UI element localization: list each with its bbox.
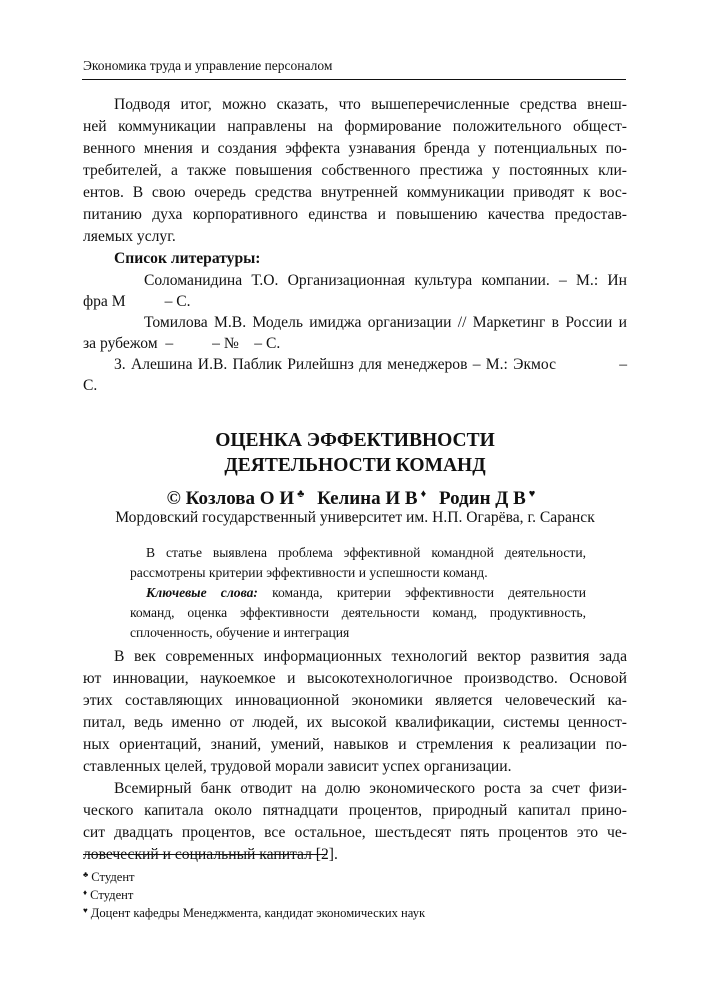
footnote-text: Доцент кафедры Менеджмента, кандидат экономических наук <box>90 906 426 920</box>
header-rule <box>82 79 626 80</box>
abstract-line: рассмотрены критерии эффективности и успешности команд. <box>130 565 488 580</box>
diamond-icon: ♦ <box>420 488 427 500</box>
text-line: Подводя итог, можно сказать, что вышеперечисленные средства внеш- <box>114 96 627 113</box>
copyright-symbol: © <box>166 488 181 509</box>
author-name: Козлова О И <box>185 488 295 509</box>
text-line: ляемых услуг. <box>83 228 176 245</box>
reference-line: 3. Алешина И.В. Паблик Рилейшнз для менеджеров – М.: Экмос – <box>114 356 627 373</box>
text-line: ловеческий и социальный капитал [2]. <box>83 846 338 863</box>
text-line: ют инновации, наукоемкое и высокотехнологичное производство. Основой <box>83 670 627 687</box>
body-paragraph-1 <box>83 646 627 778</box>
abstract <box>130 543 586 643</box>
reference-line: за рубежом – – № – С. <box>83 335 281 352</box>
references-section <box>83 248 627 396</box>
footnotes <box>83 866 425 920</box>
keywords-line <box>130 583 586 603</box>
article-title <box>83 428 627 478</box>
intro-paragraph <box>83 94 627 248</box>
keywords-line: команд, оценка эффективности деятельности команд, продуктивность, <box>130 605 586 620</box>
footnote-text: Студент <box>91 870 135 884</box>
text-line: ных ориентаций, знаний, умений, навыков и стремления к реализации по- <box>83 736 627 753</box>
text-line: этих составляющих инновационной экономики является человеческий ка- <box>83 692 627 709</box>
article-title-line: ДЕЯТЕЛЬНОСТИ КОМАНД <box>224 455 486 476</box>
reference-line: фра М – С. <box>83 293 191 310</box>
keywords-line: сплоченность, обучение и интеграция <box>130 625 350 640</box>
club-icon: ♣ <box>83 870 89 879</box>
text-line: ставленных целей, трудовой морали зависит успех организации. <box>83 758 512 775</box>
heart-icon: ♥ <box>528 488 536 500</box>
authors-line <box>83 482 627 511</box>
author-name: Келина И В <box>317 488 418 509</box>
affiliation: Мордовский государственный университет им. Н.П. Огарёва, г. Саранск <box>115 509 595 526</box>
text-line: ентов. В свою очередь средства внутренней коммуникации приводят к вос- <box>83 184 627 201</box>
article-title-line: ОЦЕНКА ЭФФЕКТИВНОСТИ <box>215 430 495 451</box>
footnote <box>83 884 425 902</box>
footnote-rule <box>83 854 327 855</box>
reference-line: С. <box>83 377 98 394</box>
references-title: Список литературы: <box>114 250 261 267</box>
club-icon: ♣ <box>297 488 305 500</box>
running-header: Экономика труда и управление персоналом <box>83 58 333 73</box>
heart-icon: ♥ <box>83 906 88 915</box>
text-line: сит двадцать процентов, все остальное, шестьдесят пять процентов это че- <box>83 824 627 841</box>
text-line: ней коммуникации направлены на формирование положительного общест- <box>83 118 627 135</box>
reference-line: Томилова М.В. Модель имиджа организации // Маркетинг в России и <box>144 314 627 331</box>
author-name: Родин Д В <box>438 488 526 509</box>
keywords-text: команда, критерии эффективности деятельности <box>272 585 586 600</box>
footnote <box>83 866 425 884</box>
footnote <box>83 902 425 920</box>
text-line: Всемирный банк отводит на долю экономического роста за счет физи- <box>114 780 627 797</box>
text-line: ческого капитала около пятнадцати процентов, природный капитал прино- <box>83 802 627 819</box>
reference-line: Соломанидина Т.О. Организационная культура компании. – М.: Ин <box>144 272 627 289</box>
text-line: питанию духа корпоративного единства и повышению качества предостав- <box>83 206 627 223</box>
text-line: В век современных информационных технологий вектор развития зада <box>114 648 627 665</box>
text-line: питал, ведь именно от людей, их высокой квалификации, системы ценност- <box>83 714 627 731</box>
body-paragraph-2 <box>83 778 627 866</box>
text-line: требителей, а также повышения собственного престижа у постоянных кли- <box>83 162 627 179</box>
footnote-text: Студент <box>90 888 134 902</box>
abstract-line: В статье выявлена проблема эффективной командной деятельности, <box>146 545 586 560</box>
keywords-label: Ключевые слова: <box>146 585 258 600</box>
diamond-icon: ♦ <box>83 888 88 897</box>
text-line: венного мнения и создания эффекта узнавания бренда у потенциальных по- <box>83 140 627 157</box>
